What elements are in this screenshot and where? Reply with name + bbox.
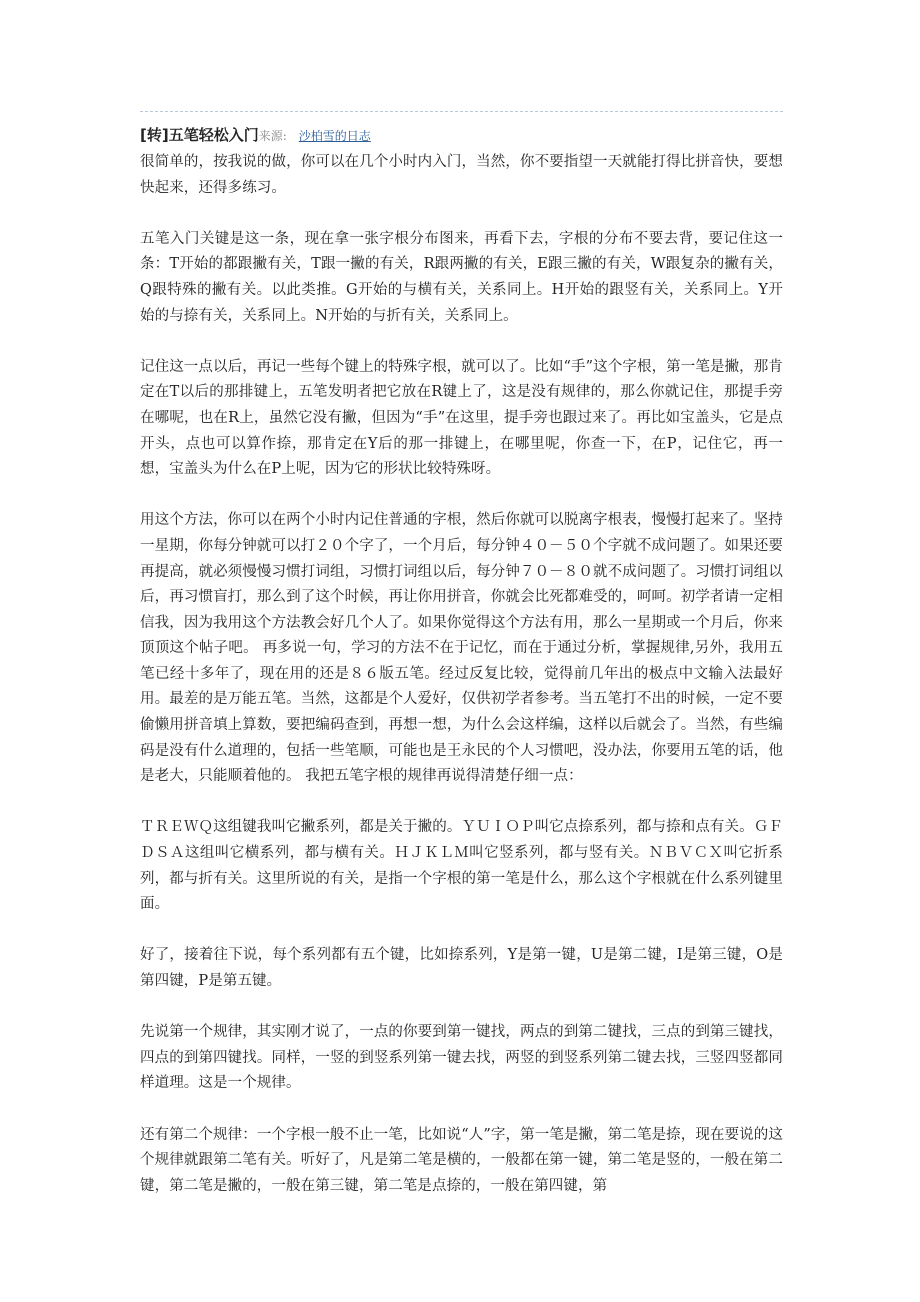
paragraph-five-keys: 好了，接着往下说，每个系列都有五个键，比如捺系列，Y是第一键，U是第二键，I是第三键，O是第四键，P是第五键。	[140, 947, 783, 989]
paragraph-first-rule: 先说第一个规律，其实刚才说了，一点的你要到第一键找，两点的到第二键找，三点的到第三键找，四点的到第四键找。同样，一竖的到竖系列第一键去找，两竖的到竖系列第二键去找，三竖四竖都同样道理。这是一个规律。	[140, 1024, 783, 1092]
paragraph-practice-method: 用这个方法，你可以在两个小时内记住普通的字根，然后你就可以脱离字根表，慢慢打起来了。坚持一星期，你每分钟就可以打２０个字了，一个月后，每分钟４０－５０个字就不成问题了。如果还要再提高，就必须慢慢习惯打词组，习惯打词组以后，每分钟７０－８０就不成问题了。习惯打词组以后，再习惯盲打，那么到了这个时候，再让你用拼音，你就会比死都难受的，呵呵。初学者请一定相信我，因为我用这个方法教会好几个人了。如果你觉得这个方法有用，那么一星期或一个月后，你来顶顶这个帖子吧。 再多说一句，学习的方法不在于记忆，而在于通过分析，掌握规律,另外，我用五笔已经十多年了，现在用的还是８６版五笔。经过反复比较，觉得前几年出的极点中文输入法最好用。最差的是万能五笔。当然，这都是个人爱好，仅供初学者参考。当五笔打不出的时候，一定不要偷懒用拼音填上算数，要把编码查到，再想一想，为什么会这样编，这样以后就会了。当然，有些编码是没有什么道理的，包括一些笔顺，可能也是王永民的个人习惯吧，没办法，你要用五笔的话，他是老大，只能顺着他的。 我把五笔字根的规律再说得清楚仔细一点：	[140, 512, 783, 785]
source-link[interactable]: 沙柏雪的日志	[298, 129, 371, 143]
article-header	[140, 122, 783, 148]
article	[140, 122, 783, 1225]
top-divider	[140, 111, 783, 112]
paragraph-key-rule: 五笔入门关键是这一条，现在拿一张字根分布图来，再看下去，字根的分布不要去背，要记住这一条：T开始的都跟撇有关，T跟一撇的有关，R跟两撇的有关，E跟三撇的有关，W跟复杂的撇有关，Q跟特殊的撇有关。以此类推。G开始的与横有关，关系同上。H开始的跟竖有关，关系同上。Y开始的与捺有关，关系同上。N开始的与折有关，关系同上。	[140, 230, 783, 324]
paragraph-intro: 很简单的，按我说的做，你可以在几个小时内入门，当然，你不要指望一天就能打得比拼音快，要想快起来，还得多练习。	[140, 154, 783, 196]
paragraph-second-rule: 还有第二个规律：一个字根一般不止一笔，比如说“人”字，第一笔是撇，第二笔是捺，现在要说的这个规律就跟第二笔有关。听好了，凡是第二笔是横的，一般都在第一键，第二笔是竖的，一般在第二键，第二笔是撇的，一般在第三键，第二笔是点捺的，一般在第四键，第	[140, 1126, 783, 1194]
paragraph-key-series: ＴＲＥＷＱ这组键我叫它撇系列，都是关于撇的。ＹＵＩＯＰ叫它点捺系列，都与捺和点有关。ＧＦＤＳＡ这组叫它横系列，都与横有关。ＨＪＫＬＭ叫它竖系列，都与竖有关。ＮＢＶＣＸ叫它折系列，都与折有关。这里所说的有关，是指一个字根的第一笔是什么，那么这个字根就在什么系列键里面。	[140, 819, 783, 913]
article-title: [转]五笔轻松入门	[140, 126, 259, 144]
paragraph-special-roots: 记住这一点以后，再记一些每个键上的特殊字根，就可以了。比如“手”这个字根，第一笔是撇，那肯定在T以后的那排键上，五笔发明者把它放在R键上了，这是没有规律的，那么你就记住，那提手旁在哪呢，也在R上，虽然它没有撇，但因为“手”在这里，提手旁也跟过来了。再比如宝盖头，它是点开头，点也可以算作捺，那肯定在Y后的那一排键上，在哪里呢，你查一下，在P，记住它，再一想，宝盖头为什么在P上呢，因为它的形状比较特殊呀。	[140, 358, 783, 478]
source-label: 来源:	[258, 129, 287, 143]
